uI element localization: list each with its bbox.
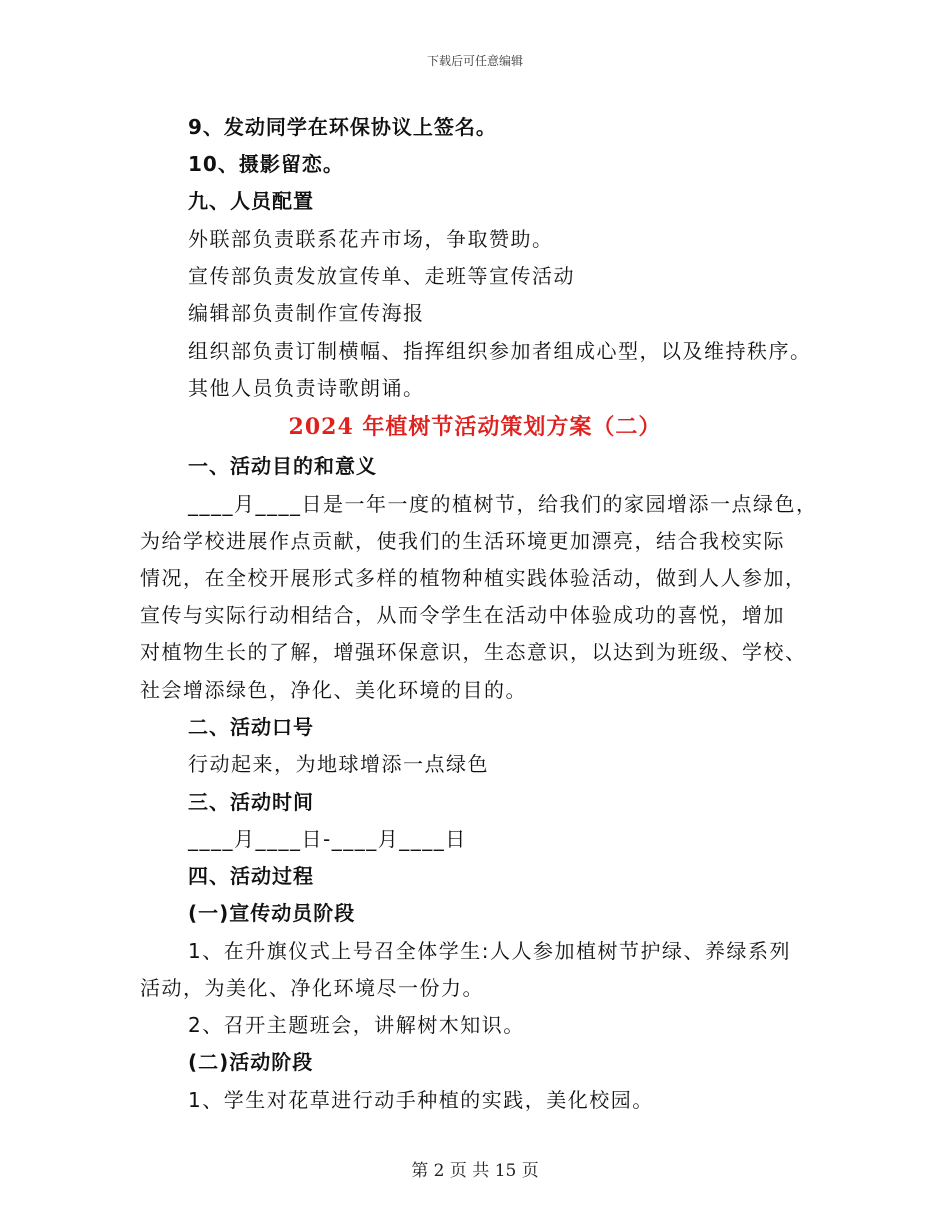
text-line: 宣传部负责发放宣传单、走班等宣传活动 (188, 264, 575, 288)
section-heading: 二、活动口号 (188, 715, 314, 739)
text-line: 情况，在全校开展形式多样的植物种植实践体验活动，做到人人参加， (140, 566, 807, 590)
text-line: 编辑部负责制作宣传海报 (188, 301, 425, 325)
text-line: 外联部负责联系花卉市场，争取赞助。 (188, 227, 554, 251)
text-line: 活动，为美化、净化环境尽一份力。 (140, 976, 484, 1000)
text-line: 2、召开主题班会，讲解树木知识。 (188, 1013, 525, 1037)
section-heading: 一、活动目的和意义 (188, 454, 377, 478)
text-line: 其他人员负责诗歌朗诵。 (188, 376, 425, 400)
text-line: 对植物生长的了解，增强环保意识，生态意识，以达到为班级、学校、 (140, 640, 807, 664)
section-heading: 九、人员配置 (188, 189, 314, 213)
list-item: 10、摄影留恋。 (188, 152, 344, 176)
section-heading: 四、活动过程 (188, 864, 314, 888)
document-title: 2024 年植树节活动策划方案（二） (288, 414, 662, 440)
subsection-heading: (一)宣传动员阶段 (188, 901, 356, 925)
text-line: 1、学生对花草进行动手种植的实践，美化校园。 (188, 1088, 654, 1112)
section-heading: 三、活动时间 (188, 790, 314, 814)
text-line: 行动起来，为地球增添一点绿色 (188, 752, 489, 776)
text-line: ____月____日是一年一度的植树节，给我们的家园增添一点绿色， (188, 492, 818, 516)
page-header: 下载后可任意编辑 (426, 54, 523, 68)
text-line: ____月____日-____月____日 (188, 827, 467, 851)
text-line: 1、在升旗仪式上号召全体学生:人人参加植树节护绿、养绿系列 (188, 939, 791, 963)
text-line: 组织部负责订制横幅、指挥组织参加者组成心型，以及维持秩序。 (188, 339, 812, 363)
text-line: 社会增添绿色，净化、美化环境的目的。 (140, 678, 527, 702)
list-item: 9、发动同学在环保协议上签名。 (188, 115, 497, 139)
subsection-heading: (二)活动阶段 (188, 1050, 314, 1074)
text-line: 宣传与实际行动相结合，从而令学生在活动中体验成功的喜悦，增加 (140, 603, 785, 627)
text-line: 为给学校进展作点贡献，使我们的生活环境更加漂亮，结合我校实际 (140, 529, 785, 553)
page-footer: 第 2 页 共 15 页 (411, 1161, 539, 1181)
